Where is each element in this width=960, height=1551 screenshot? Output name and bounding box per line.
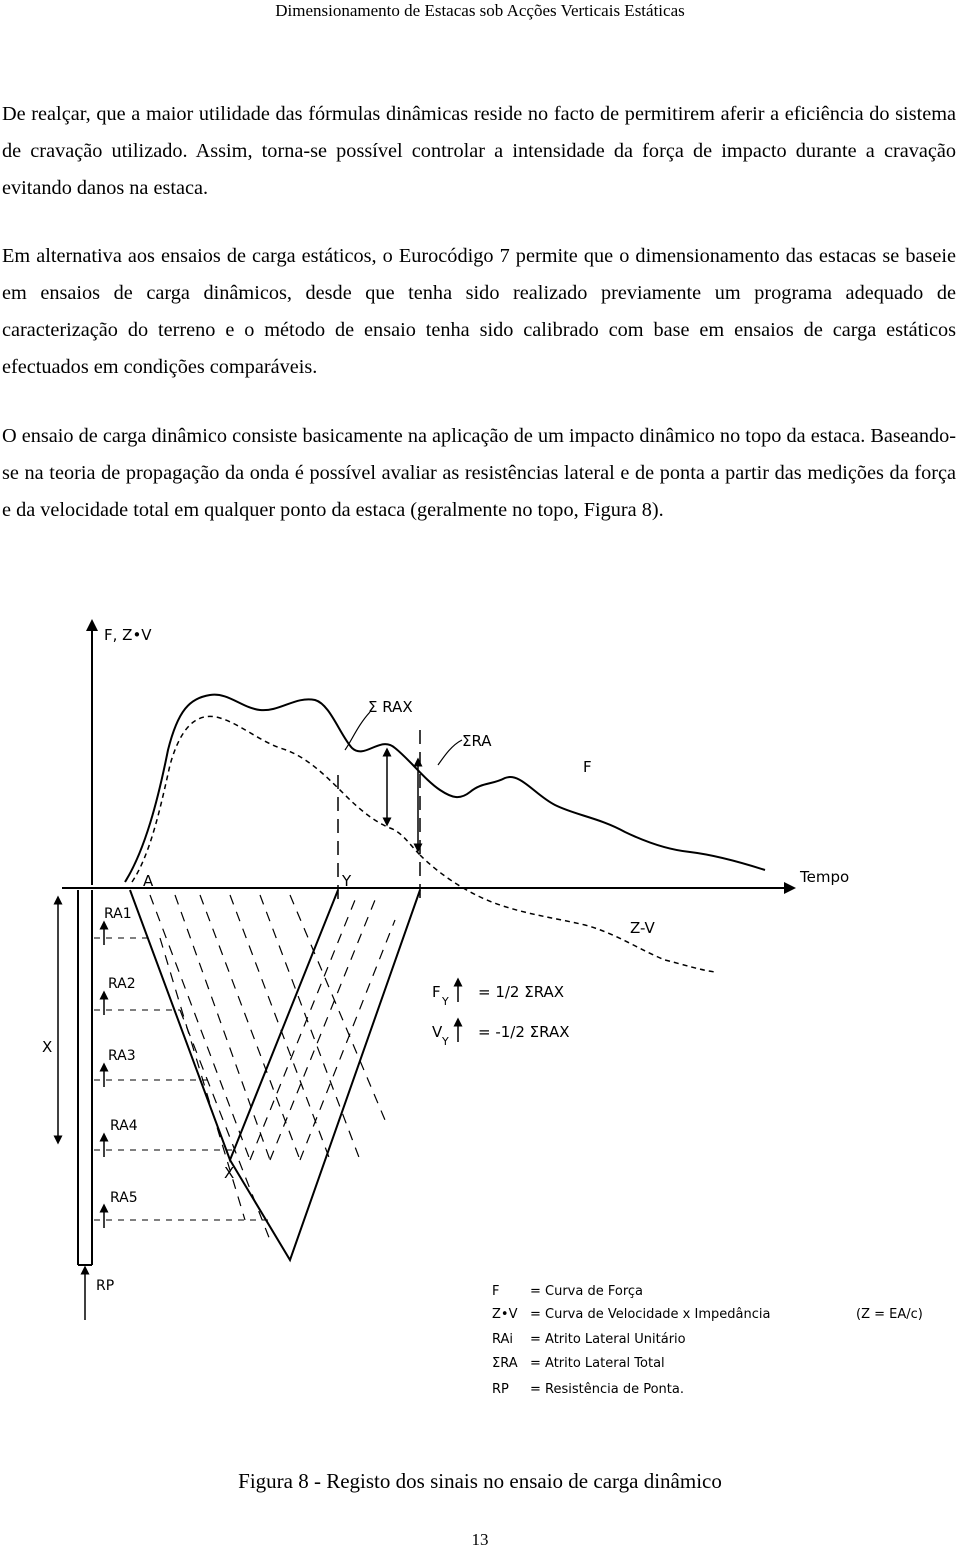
force-curve (125, 695, 765, 882)
formula-vy (432, 1022, 570, 1048)
legend-symbol-rp: RP (492, 1382, 509, 1397)
svg-text:= 1/2 ΣRAX: = 1/2 ΣRAX (478, 983, 565, 1001)
figure-caption: Figura 8 - Registo dos sinais no ensaio de carga dinâmico (238, 1469, 722, 1493)
figure-legend (492, 1284, 923, 1397)
label-ra3: RA3 (108, 1048, 136, 1064)
zv-curve (420, 855, 715, 972)
svg-text:V: V (432, 1023, 443, 1041)
label-x-point: X (224, 1164, 235, 1182)
legend-text-f: = Curva de Força (530, 1284, 644, 1299)
label-f: F (583, 758, 592, 776)
label-ra1: RA1 (104, 906, 132, 922)
legend-text-rai: = Atrito Lateral Unitário (530, 1332, 686, 1347)
svg-text:F: F (432, 983, 441, 1001)
label-y: Y (342, 872, 352, 890)
legend-symbol-f: F (492, 1284, 500, 1299)
label-sum-rax: Σ RAX (368, 698, 413, 716)
label-rp: RP (96, 1278, 115, 1294)
label-sum-ra: ΣRA (462, 732, 492, 750)
label-ra4: RA4 (110, 1118, 138, 1134)
legend-text-rp: = Resistência de Ponta. (530, 1382, 684, 1397)
label-zv: Z-V (630, 919, 655, 937)
label-ra5: RA5 (110, 1190, 138, 1206)
legend-symbol-sum-ra: ΣRA (492, 1356, 518, 1371)
legend-text-sum-ra: = Atrito Lateral Total (530, 1356, 665, 1371)
figure-8-diagram (0, 600, 960, 1420)
svg-text:Y: Y (442, 1035, 449, 1048)
legend-note-zv: (Z = EA/c) (856, 1307, 923, 1322)
formula-fy (432, 982, 564, 1008)
label-ra2: RA2 (108, 976, 136, 992)
sum-rax-leader (345, 712, 370, 750)
running-head: Dimensionamento de Estacas sob Acções Verticais Estáticas (275, 1, 685, 20)
page-number: 13 (471, 1530, 489, 1549)
paragraph-3: O ensaio de carga dinâmico consiste basicamente na aplicação de um impacto dinâmico no topo da estaca. Baseando-se na teoria de propagação da onda é possível avaliar as resistências lateral e de ponta a partir das medições da força e da velocidade total em qualquer ponto da estaca (geralmente no topo, Figura 8). (2, 425, 956, 521)
wave-lines-solid (130, 890, 420, 1260)
svg-text:Y: Y (442, 995, 449, 1008)
sum-ra-curve (132, 716, 420, 882)
label-x-depth: X (42, 1038, 53, 1056)
ra-arrows (85, 925, 104, 1320)
svg-text:= -1/2 ΣRAX: = -1/2 ΣRAX (478, 1023, 570, 1041)
legend-text-zv: = Curva de Velocidade x Impedância (530, 1307, 771, 1322)
axis-label-x: Tempo (800, 868, 850, 886)
label-a: A (143, 872, 154, 890)
legend-symbol-rai: RAi (492, 1332, 514, 1347)
sum-ra-leader (438, 740, 462, 765)
paragraph-2: Em alternativa aos ensaios de carga estáticos, o Eurocódigo 7 permite que o dimensionamento das estacas se baseie em ensaios de carga dinâmicos, desde que tenha sido realizado previamente um programa adequado de caracterização do terreno e o método de ensaio tenha sido calibrado com base em ensaios de carga estáticos efectuados em condições comparáveis. (2, 245, 956, 378)
legend-symbol-zv: Z•V (492, 1307, 518, 1322)
axis-label-y: F, Z•V (104, 626, 152, 644)
paragraph-1: De realçar, que a maior utilidade das fórmulas dinâmicas reside no facto de permitirem aferir a eficiência do sistema de cravação utilizado. Assim, torna-se possível controlar a intensidade da força de impacto durante a cravação evitando danos na estaca. (2, 103, 956, 199)
